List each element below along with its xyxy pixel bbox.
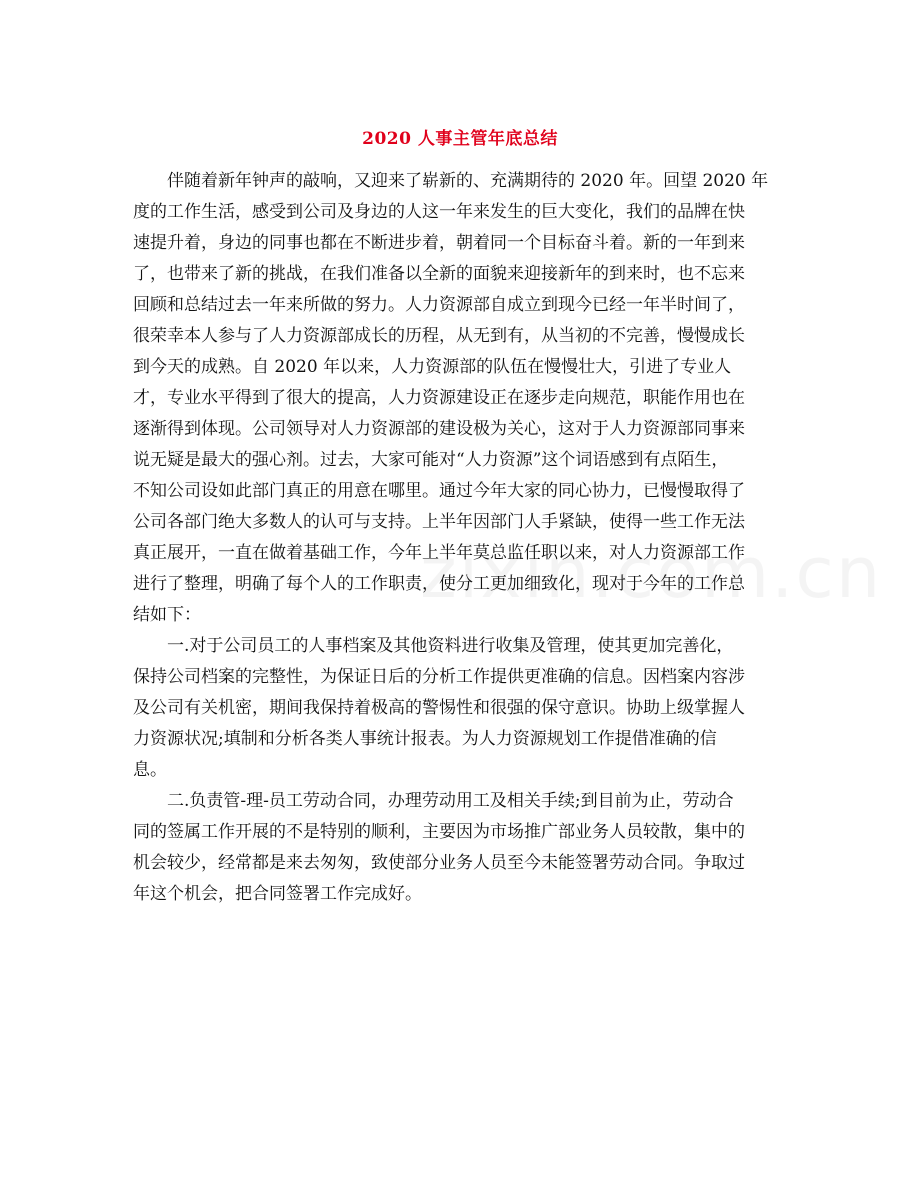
text-line: 回顾和总结过去一年来所做的努力。人力资源部自成立到现今已经一年半时间了， bbox=[133, 295, 745, 315]
text-line: 保持公司档案的完整性，为保证日后的分析工作提供更准确的信息。因档案内容涉 bbox=[133, 667, 745, 687]
text-line: 进行了整理，明确了每个人的工作职责，使分工更加细致化，现对于今年的工作总 bbox=[133, 574, 745, 594]
text-line: 度的工作生活，感受到公司及身边的人这一年来发生的巨大变化，我们的品牌在快 bbox=[133, 202, 745, 222]
text-line: 伴随着新年钟声的敲响，又迎来了崭新的、充满期待的 2020 年。回望 2020 年 bbox=[133, 171, 769, 191]
text-line: 不知公司设如此部门真正的用意在哪里。通过今年大家的同心协力，已慢慢取得了 bbox=[133, 481, 745, 501]
text-line: 逐渐得到体现。公司领导对人力资源部的建设极为关心，这对于人力资源部同事来 bbox=[133, 419, 745, 439]
text-line: 了，也带来了新的挑战，在我们准备以全新的面貌来迎接新年的到来时，也不忘来 bbox=[133, 264, 745, 284]
text-line: 才，专业水平得到了很大的提高，人力资源建设正在逐步走向规范，职能作用也在 bbox=[133, 388, 745, 408]
text-line: 速提升着，身边的同事也都在不断进步着，朝着同一个目标奋斗着。新的一年到来 bbox=[133, 233, 745, 253]
text-line: 到今天的成熟。自 2020 年以来，人力资源部的队伍在慢慢壮大，引进了专业人 bbox=[133, 357, 732, 377]
text-line: 一.对于公司员工的人事档案及其他资料进行收集及管理，使其更加完善化， bbox=[133, 636, 734, 656]
text-line: 二.负责管-理-员工劳动合同，办理劳动用工及相关手续;到目前为止，劳动合 bbox=[133, 791, 734, 811]
text-line: 年这个机会，把合同签署工作完成好。 bbox=[133, 884, 422, 904]
text-line: 机会较少，经常都是来去匆匆，致使部分业务人员至今未能签署劳动合同。争取过 bbox=[133, 853, 745, 873]
text-line: 力资源状况;填制和分析各类人事统计报表。为人力资源规划工作提借准确的信 bbox=[133, 729, 717, 749]
text-line: 息。 bbox=[133, 760, 167, 780]
text-line: 及公司有关机密，期间我保持着极高的警惕性和很强的保守意识。协助上级掌握人 bbox=[133, 698, 745, 718]
text-line: 同的签属工作开展的不是特别的顺利，主要因为市场推广部业务人员较散，集中的 bbox=[133, 822, 745, 842]
document-title: 2020 人事主管年底总结 bbox=[362, 129, 558, 149]
text-line: 真正展开，一直在做着基础工作，今年上半年莫总监任职以来，对人力资源部工作 bbox=[133, 543, 745, 563]
text-line: 说无疑是最大的强心剂。过去，大家可能对“人力资源”这个词语感到有点陌生， bbox=[133, 450, 729, 470]
text-line: 结如下： bbox=[133, 605, 201, 625]
text-line: 公司各部门绝大多数人的认可与支持。上半年因部门人手紧缺，使得一些工作无法 bbox=[133, 512, 745, 532]
text-line: 很荣幸本人参与了人力资源部成长的历程，从无到有，从当初的不完善，慢慢成长 bbox=[133, 326, 745, 346]
